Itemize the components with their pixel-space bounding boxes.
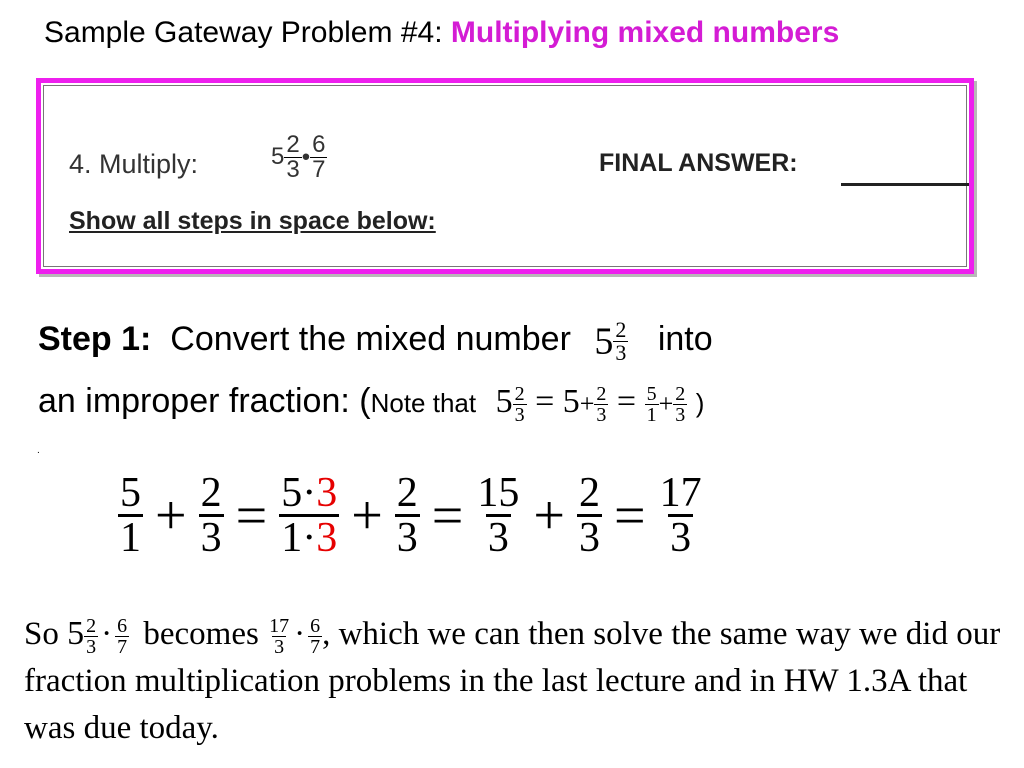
- closing-r-num1: 17: [269, 614, 290, 637]
- note-t2-frac: [594, 384, 608, 425]
- problem-label: 4. Multiply:: [69, 149, 199, 179]
- note-eq1: =: [535, 383, 555, 420]
- eq-f2-num: 2: [200, 470, 222, 516]
- eq-frac-5-1: [118, 472, 143, 559]
- closing-becomes: becomes: [143, 616, 259, 652]
- closing-r-dot: ·: [294, 616, 306, 652]
- eq-f3-den-dot: ·: [302, 515, 317, 561]
- note-t3-den: 1: [646, 403, 657, 426]
- closing-m-num2: 6: [117, 614, 128, 637]
- closing-r-den2: 7: [310, 635, 321, 658]
- closing-frac-17-3: [267, 616, 291, 657]
- eq-frac-17-3: [658, 472, 704, 559]
- eq-f6-den: 3: [578, 515, 600, 561]
- closing-m-den: 3: [86, 635, 97, 658]
- stray-dot: .: [37, 445, 40, 456]
- step1-whole: 5: [594, 320, 614, 363]
- eq-f3-num-dot: ·: [302, 470, 317, 516]
- closing-m-num: 2: [86, 614, 97, 637]
- eq-f7-den: 3: [670, 515, 692, 561]
- closing-frac-6-7: [115, 616, 129, 657]
- eq-f4-num: 2: [396, 470, 418, 516]
- problem-whole: 5: [271, 142, 285, 170]
- closing-rest-text: , which we can then solve the same way we did our fraction multiplication problems in the last lecture and in HW 1.3A that was due today.: [24, 616, 1001, 746]
- eq-f4-den: 3: [396, 515, 418, 561]
- note-close-paren: ): [695, 388, 705, 418]
- eq-frac-2-3-a: [199, 472, 224, 559]
- step1-text-after: into: [657, 320, 713, 358]
- note-t1-num: 2: [514, 382, 525, 405]
- note-t3-num: 5: [646, 382, 657, 405]
- step1-num: 2: [615, 316, 627, 342]
- show-steps-instruction: Show all steps in space below:: [69, 207, 436, 235]
- eq-plus-1: +: [155, 484, 187, 547]
- eq-f2-den: 3: [200, 515, 222, 561]
- problem-frac1-den: 3: [286, 156, 300, 183]
- note-t1-whole: 5: [495, 383, 513, 420]
- note-label: Note that: [370, 388, 477, 418]
- eq-equals-1: =: [235, 484, 268, 547]
- step1-fraction: [613, 316, 628, 365]
- closing-m-dot: ·: [101, 616, 113, 652]
- step1-text-before: Convert the mixed number: [170, 320, 571, 358]
- note-plus1: +: [579, 389, 595, 418]
- note-t1-den: 3: [514, 403, 525, 426]
- slide-title: [44, 16, 839, 50]
- closing-m-den2: 7: [117, 635, 128, 658]
- eq-f3-num: [279, 472, 339, 514]
- note-plus2: +: [658, 389, 674, 418]
- step1-line2: [38, 382, 704, 425]
- closing-so: So: [24, 616, 59, 652]
- note-t1-frac: [513, 384, 527, 425]
- problem-box: [36, 78, 974, 274]
- eq-equals-3: =: [613, 484, 646, 547]
- problem-frac1-num: 2: [286, 131, 300, 158]
- step1-den: 3: [615, 339, 627, 365]
- eq-f5-num: 15: [477, 470, 520, 516]
- eq-f7-num: 17: [659, 470, 702, 516]
- problem-frac2-den: 7: [312, 156, 326, 183]
- problem-fraction-1: [284, 133, 301, 182]
- closing-r-den1: 3: [274, 635, 285, 658]
- step1-mixed-number: [594, 316, 628, 365]
- eq-f3-num-b-red: 3: [316, 470, 338, 516]
- note-t4-num: 2: [675, 382, 686, 405]
- note-eq2: =: [616, 383, 637, 420]
- eq-equals-2: =: [431, 484, 464, 547]
- closing-r-num2: 6: [310, 614, 321, 637]
- answer-blank-line: [841, 183, 969, 186]
- note-t2-whole: 5: [562, 383, 580, 420]
- eq-plus-2: +: [351, 484, 383, 547]
- eq-f3-den: [279, 514, 339, 559]
- final-answer-label: FINAL ANSWER:: [599, 149, 798, 177]
- step1-line2-text: an improper fraction: (: [38, 382, 371, 420]
- title-highlight: Multiplying mixed numbers: [450, 16, 840, 49]
- eq-frac-15-3: [475, 472, 521, 559]
- closing-frac-6-7-b: [308, 616, 322, 657]
- eq-f6-num: 2: [578, 470, 600, 516]
- closing-mixed-expr: [67, 614, 129, 658]
- problem-expression: [271, 133, 327, 182]
- closing-frac-2-3: [84, 616, 98, 657]
- conversion-equation: [118, 472, 704, 559]
- step1-label: Step 1:: [38, 320, 152, 358]
- eq-frac-2-3-c: [577, 472, 602, 559]
- closing-whole: 5: [67, 615, 85, 652]
- problem-fraction-2: [310, 133, 327, 182]
- note-expression: [495, 382, 696, 426]
- closing-result-expr: [267, 614, 322, 658]
- note-t2-num: 2: [596, 382, 607, 405]
- title-prefix: Sample Gateway Problem #4:: [44, 16, 451, 49]
- eq-frac-scaled: [279, 472, 339, 559]
- eq-frac-2-3-b: [395, 472, 420, 559]
- eq-f1-num: 5: [120, 470, 141, 516]
- eq-f3-num-a: 5: [281, 470, 303, 516]
- note-t4-frac: [673, 384, 687, 425]
- step1-line1: [38, 316, 713, 364]
- closing-paragraph: [24, 610, 1004, 752]
- problem-frac2-num: 6: [312, 131, 326, 158]
- eq-f1-den: 1: [120, 515, 141, 561]
- eq-f5-den: 3: [487, 515, 509, 561]
- eq-f3-den-b-red: 3: [316, 515, 338, 561]
- note-t4-den: 3: [675, 403, 686, 426]
- problem-dot: •: [301, 143, 311, 171]
- note-t2-den: 3: [596, 403, 607, 426]
- eq-f3-den-a: 1: [281, 515, 303, 561]
- note-t3-frac: [645, 384, 659, 425]
- eq-plus-3: +: [533, 484, 565, 547]
